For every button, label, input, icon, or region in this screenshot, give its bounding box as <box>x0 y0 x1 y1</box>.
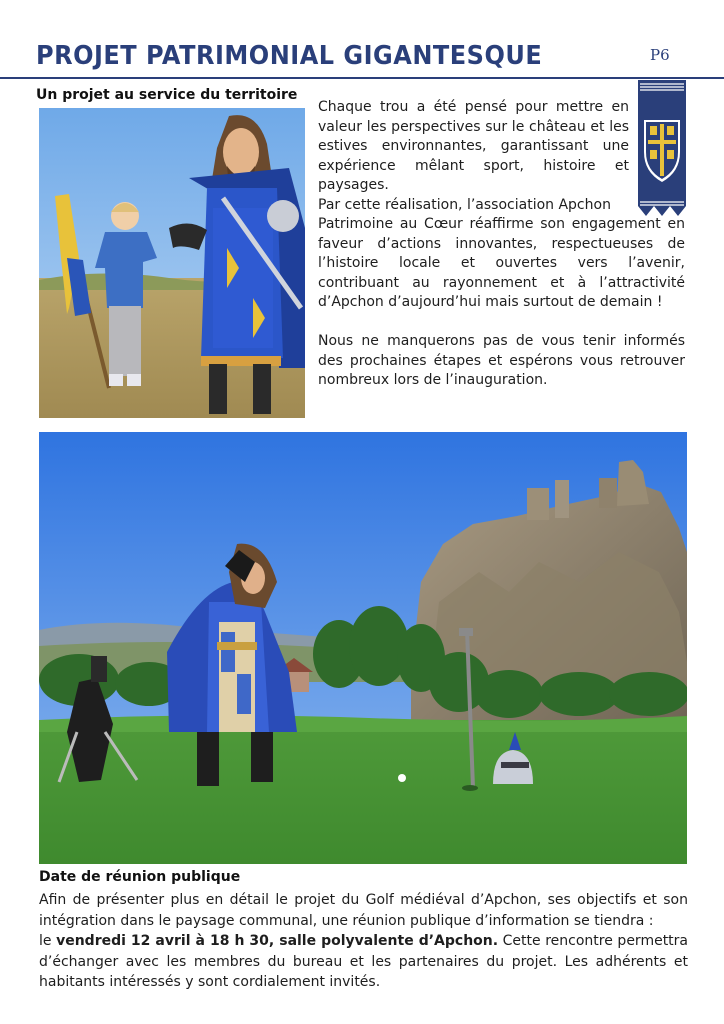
reunion-date-location: vendredi 12 avril à 18 h 30, salle polyvalente d’Apchon. <box>56 933 499 949</box>
paragraph-trous-text: Chaque trou a été pensé pour mettre en valeur les perspectives sur le château et les estives environnantes, garantissant une expérience mêlant sport, histoire et paysages. <box>318 99 629 193</box>
photo-knight-and-child <box>39 108 305 418</box>
section-heading-reunion: Date de réunion publique <box>39 869 241 885</box>
photo-knight-golfing-castle <box>39 432 687 864</box>
reunion-invitation: Cette rencontre permettra d’échanger avec les membres du bureau et les partenaires du projet. Les adhérents et habitants intéressés y sont cordialement invités. <box>39 933 689 990</box>
paragraph-engagement-text: Patrimoine au Cœur réaffirme son engagement en faveur d’actions innovantes, respectueuses de l’histoire locale et ouvertes vers l’avenir, contribuant au rayonnement et à l’attractivité d’Apchon d’aujourd’hui mais surtout de demain ! <box>318 216 685 310</box>
title-divider <box>0 77 724 79</box>
page-number: P6 <box>650 46 670 64</box>
page-title: PROJET PATRIMONIAL GIGANTESQUE <box>36 40 543 71</box>
paragraph-reunion <box>39 890 688 993</box>
paragraph-reunion-details <box>39 931 688 993</box>
paragraph-reunion-intro: Afin de présenter plus en détail le projet du Golf médiéval d’Apchon, ses objectifs et son intégration dans le paysage communal, une réunion publique d’information se tiendra : <box>39 892 688 929</box>
reunion-le: le <box>39 933 57 949</box>
paragraph-trous <box>318 98 629 215</box>
paragraph-association-start: Par cette réalisation, l’association Apchon <box>318 196 611 213</box>
paragraph-inauguration-text: Nous ne manquerons pas de vous tenir informés des prochaines étapes et espérons vous retrouver nombreux lors de l’inauguration. <box>318 333 685 388</box>
heraldic-banner-icon <box>638 80 686 216</box>
section-heading-territoire: Un projet au service du territoire <box>36 87 298 103</box>
paragraph-engagement <box>318 215 685 391</box>
